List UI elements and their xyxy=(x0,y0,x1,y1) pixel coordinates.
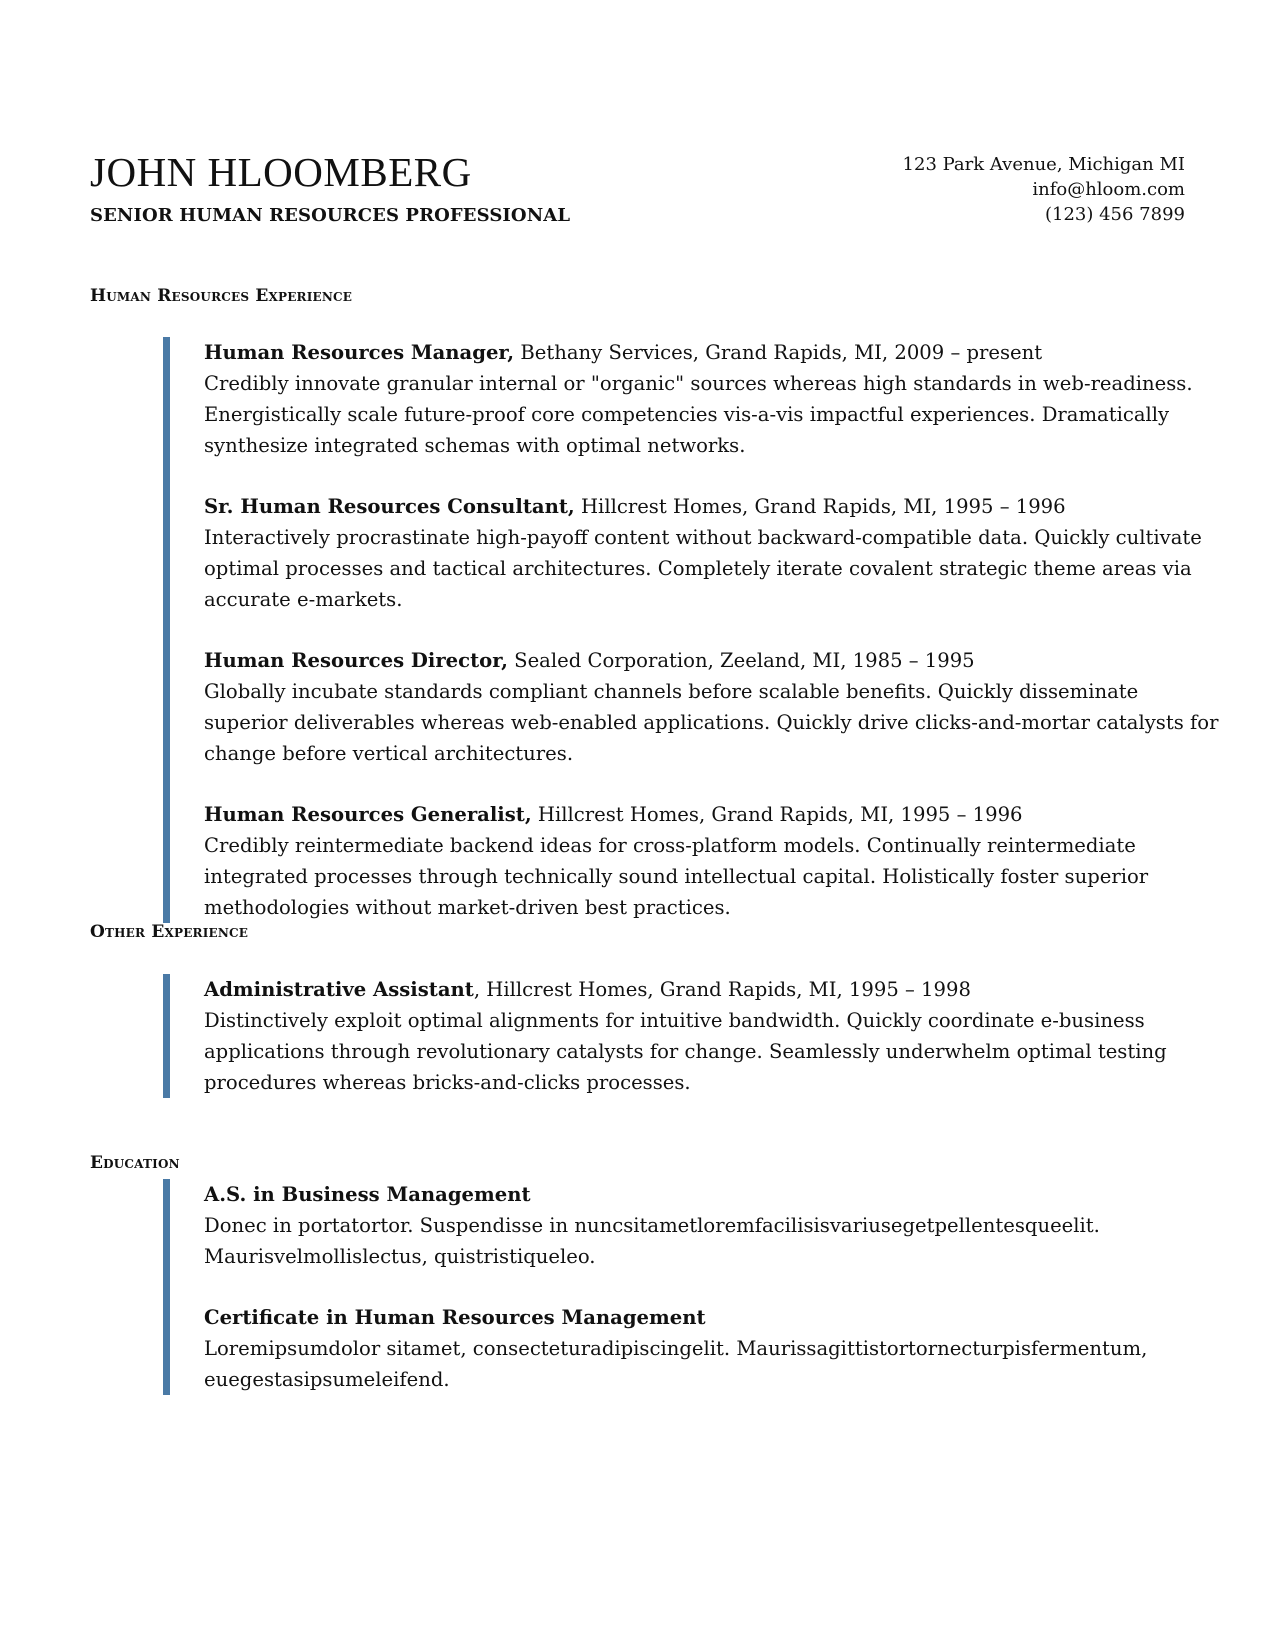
job-title: Human Resources Director, xyxy=(204,649,508,672)
job-details: Hillcrest Homes, Grand Rapids, MI, 1995 – 1996 xyxy=(531,803,1023,826)
job-title: Sr. Human Resources Consultant, xyxy=(204,495,575,518)
job-details: Sealed Corporation, Zeeland, MI, 1985 – 1995 xyxy=(507,649,975,672)
job-description: Globally incubate standards compliant channels before scalable benefits. Quickly disseminate superior deliverables whereas web-enabled applications. Quickly drive clicks-and-mortar catalysts for change before vertical architectures. xyxy=(204,680,1219,765)
email: info@hloom.com xyxy=(1032,179,1185,200)
phone: (123) 456 7899 xyxy=(1044,204,1185,225)
section-heading-other-experience: Other Experience xyxy=(90,922,249,942)
section-heading-hr-experience: Human Resources Experience xyxy=(90,286,353,306)
job-description: Credibly reintermediate backend ideas for cross-platform models. Continually reintermediate integrated processes through technically sound intellectual capital. Holistically foster superior methodologies without market-driven best practices. xyxy=(204,834,1149,919)
job-description: Interactively procrastinate high-payoff content without backward-compatible data. Quickly cultivate optimal processes and tactical architectures. Completely iterate covalent strategic theme areas via accurate e-markets. xyxy=(204,526,1202,611)
contact-info xyxy=(903,152,1185,227)
degree-description: Donec in portatortor. Suspendisse in nuncsitametloremfacilisisvariusegetpellentesqueelit. Maurisvelmollislectus, quistristiqueleo. xyxy=(204,1214,1100,1268)
section-heading-education: Education xyxy=(90,1153,180,1173)
candidate-name: JOHN HLOOMBERG xyxy=(90,149,472,195)
degree-description: Loremipsumdolor sitamet, consecteturadipiscingelit. Maurissagittistortornecturpisfermentum, euegestasipsumeleifend. xyxy=(204,1337,1148,1391)
job-description: Distinctively exploit optimal alignments for intuitive bandwidth. Quickly coordinate e-business applications through revolutionary catalysts for change. Seamlessly underwhelm optimal testing procedures whereas bricks-and-clicks processes. xyxy=(204,1009,1167,1094)
job-details: Bethany Services, Grand Rapids, MI, 2009 – present xyxy=(514,341,1043,364)
degree-title: Certificate in Human Resources Management xyxy=(204,1306,706,1329)
address: 123 Park Avenue, Michigan MI xyxy=(902,154,1185,175)
education-entry xyxy=(204,1302,1224,1395)
entry-header xyxy=(204,799,1224,830)
job-title: Administrative Assistant xyxy=(204,978,474,1001)
job-details: , Hillcrest Homes, Grand Rapids, MI, 1995 – 1998 xyxy=(473,978,971,1001)
job-description: Credibly innovate granular internal or "organic" sources whereas high standards in web-readiness. Energistically scale future-proof core competencies vis-a-vis impactful experiences. Dramatically synthesize integrated schemas with optimal networks. xyxy=(204,372,1193,457)
education-block xyxy=(163,1179,1224,1395)
job-title: Human Resources Generalist, xyxy=(204,803,532,826)
experience-entry xyxy=(204,799,1224,923)
other-experience-block xyxy=(163,974,1224,1098)
candidate-title: SENIOR HUMAN RESOURCES PROFESSIONAL xyxy=(90,205,571,226)
experience-entry xyxy=(204,645,1224,769)
hr-experience-block xyxy=(163,337,1224,923)
experience-entry xyxy=(204,974,1224,1098)
experience-entry xyxy=(204,337,1224,461)
degree-title: A.S. in Business Management xyxy=(204,1183,531,1206)
job-details: Hillcrest Homes, Grand Rapids, MI, 1995 – 1996 xyxy=(574,495,1066,518)
entry-header xyxy=(204,645,1224,676)
job-title: Human Resources Manager, xyxy=(204,341,515,364)
entry-header xyxy=(204,491,1224,522)
entry-header xyxy=(204,337,1224,368)
education-entry xyxy=(204,1179,1224,1272)
experience-entry xyxy=(204,491,1224,615)
entry-header xyxy=(204,974,1224,1005)
